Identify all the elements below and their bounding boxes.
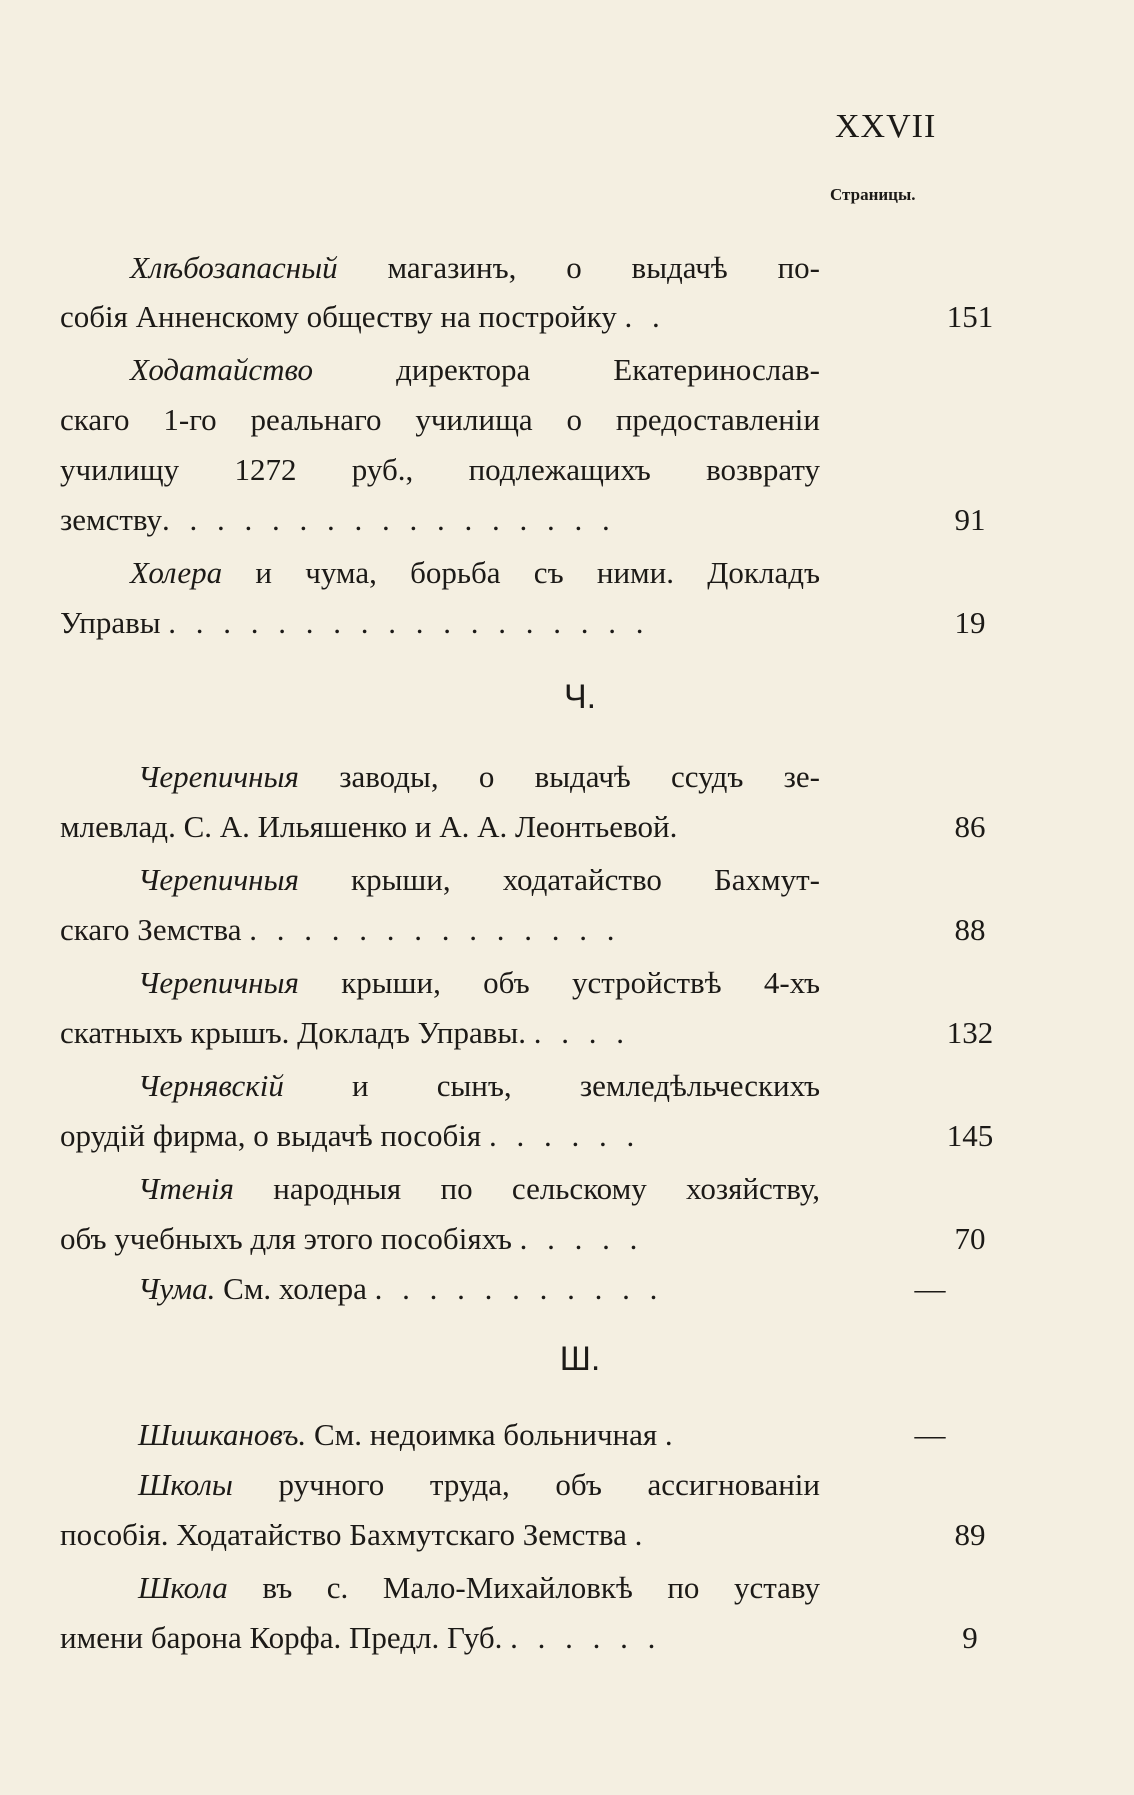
entry-text: земству bbox=[60, 502, 163, 537]
leader-dots: . . . . bbox=[533, 1015, 630, 1050]
index-entry-line bbox=[60, 1111, 1070, 1161]
page-reference: 88 bbox=[954, 912, 986, 947]
entry-text: и чума, борьба съ ними. Докладъ bbox=[255, 555, 821, 590]
page-reference: 151 bbox=[946, 299, 994, 334]
index-entry-line bbox=[60, 1510, 1070, 1560]
page-number: XXVII bbox=[835, 108, 937, 145]
index-entry-line bbox=[60, 495, 1070, 545]
leader-dots: . bbox=[634, 1517, 649, 1552]
leader-dots: . . bbox=[624, 299, 666, 334]
index-entry-line bbox=[60, 958, 1070, 1008]
leader-dots: . . . . . . . . . . . . . . bbox=[249, 912, 621, 947]
entry-text: скаго Земства bbox=[60, 912, 242, 947]
entry-heading: Черепичныя bbox=[138, 965, 299, 1000]
entry-text: директора Екатеринослав- bbox=[396, 352, 820, 387]
entry-text: имени барона Корфа. Предл. Губ. bbox=[60, 1620, 503, 1655]
page-reference: 89 bbox=[954, 1517, 986, 1552]
index-entry-line bbox=[60, 243, 1070, 293]
page-reference: 86 bbox=[954, 809, 986, 844]
entry-text: собія Анненскому обществу на постройку bbox=[60, 299, 617, 334]
leader-dots: . . . . . bbox=[519, 1221, 644, 1256]
leader-dots: . . . . . . . . . . . bbox=[374, 1271, 664, 1306]
index-entry-line bbox=[60, 1460, 1070, 1510]
entry-text: пособія. Ходатайство Бахмутскаго Земства bbox=[60, 1517, 627, 1552]
entry-heading: Холера bbox=[130, 555, 223, 590]
index-entry-line bbox=[60, 395, 1070, 445]
index-entry-line bbox=[60, 292, 1070, 342]
leader-dots: . . . . . . . . . . . . . . . . . bbox=[162, 502, 616, 537]
entry-heading: Хлѣбозапасный bbox=[130, 250, 338, 285]
index-entry-line bbox=[60, 345, 1070, 395]
index-entry-line bbox=[60, 445, 1070, 495]
entry-heading: Ходатайство bbox=[130, 352, 314, 387]
index-entry-line bbox=[60, 1613, 1070, 1663]
leader-dots: . . . . . . . . . . . . . . . . . . bbox=[168, 605, 650, 640]
page-reference: 91 bbox=[954, 502, 986, 537]
entry-text: крыши, ходатайство Бахмут- bbox=[351, 862, 820, 897]
pages-column-header: Страницы. bbox=[830, 185, 916, 204]
entry-text: ручного труда, объ ассигнованіи bbox=[278, 1467, 821, 1502]
page-reference: 145 bbox=[946, 1118, 994, 1153]
page-reference: 132 bbox=[946, 1015, 994, 1050]
index-entry-line bbox=[60, 855, 1070, 905]
page-reference: 9 bbox=[962, 1620, 978, 1655]
index-entry-line bbox=[60, 548, 1070, 598]
entry-heading: Шишкановъ. bbox=[138, 1417, 307, 1452]
entry-text: народныя по сельскому хозяйству, bbox=[273, 1171, 820, 1206]
entry-text: заводы, о выдачѣ ссудъ зе- bbox=[339, 759, 821, 794]
entry-heading: Чтенія bbox=[138, 1171, 234, 1206]
entry-text: млевлад. С. А. Ильяшенко и А. А. Леонтьевой. bbox=[60, 809, 678, 844]
entry-text: скатныхъ крышъ. Докладъ Управы. bbox=[60, 1015, 526, 1050]
index-entry-line bbox=[60, 1061, 1070, 1111]
entry-text: скаго 1-го реальнаго училища о предоставленіи bbox=[60, 402, 820, 437]
page-reference: — bbox=[914, 1271, 946, 1306]
index-entry-line bbox=[60, 1008, 1070, 1058]
entry-heading: Чума. bbox=[138, 1271, 216, 1306]
entry-text: и сынъ, земледѣльческихъ bbox=[351, 1068, 820, 1103]
entry-text: орудій фирма, о выдачѣ пособія bbox=[60, 1118, 482, 1153]
section-letter: Ш. bbox=[559, 1340, 601, 1378]
index-entry-line bbox=[60, 752, 1070, 802]
index-entry-line bbox=[60, 598, 1070, 648]
entry-heading: Школа bbox=[138, 1570, 228, 1605]
leader-dots: . . . . . . bbox=[510, 1620, 662, 1655]
index-entry-line bbox=[60, 1264, 1070, 1314]
entry-text: магазинъ, о выдачѣ по- bbox=[387, 250, 821, 285]
section-letter: Ч. bbox=[563, 678, 597, 716]
entry-text: См. холера bbox=[223, 1271, 367, 1306]
page-reference: — bbox=[914, 1417, 946, 1452]
index-entry-line bbox=[60, 1563, 1070, 1613]
entry-heading: Школы bbox=[138, 1467, 233, 1502]
index-entry-line bbox=[60, 1410, 1070, 1460]
page-reference: 19 bbox=[954, 605, 986, 640]
entry-heading: Черепичныя bbox=[138, 759, 299, 794]
leader-dots: . . . . . . bbox=[488, 1118, 641, 1153]
entry-text: См. недоимка больничная bbox=[313, 1417, 658, 1452]
index-entry-line bbox=[60, 905, 1070, 955]
leader-dots: . bbox=[664, 1417, 679, 1452]
index-entry-line bbox=[60, 1214, 1070, 1264]
page-reference: 70 bbox=[954, 1221, 986, 1256]
entry-text: объ учебныхъ для этого пособіяхъ bbox=[60, 1221, 512, 1256]
entry-text: Управы bbox=[60, 605, 161, 640]
entry-heading: Чернявскій bbox=[138, 1068, 284, 1103]
entry-text: крыши, объ устройствѣ 4-хъ bbox=[341, 965, 820, 1000]
index-entry-line bbox=[60, 1164, 1070, 1214]
entry-heading: Черепичныя bbox=[138, 862, 299, 897]
index-entry-line bbox=[60, 802, 1070, 852]
entry-text: въ с. Мало-Михайловкѣ по уставу bbox=[262, 1570, 821, 1605]
entry-text: училищу 1272 руб., подлежащихъ возврату bbox=[60, 452, 820, 487]
